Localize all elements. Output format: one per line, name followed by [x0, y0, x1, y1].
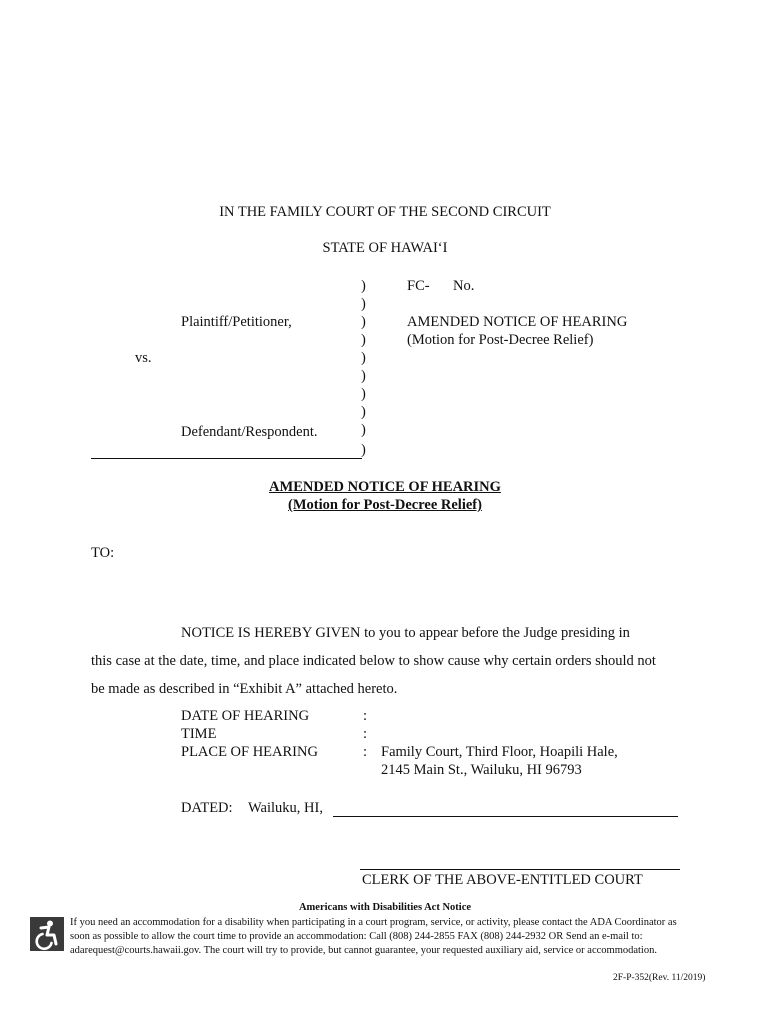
body-line: be made as described in “Exhibit A” attached hereto.	[91, 681, 398, 697]
to-label: TO:	[91, 545, 115, 561]
ada-notice-line: adarequest@courts.hawaii.gov. The court will try to provide, but cannot guarantee, your requested auxiliary aid, service or accommodation.	[70, 945, 657, 956]
hearing-date-colon: :	[363, 708, 368, 724]
caption-paren: )	[361, 442, 366, 458]
clerk-signature-line	[360, 869, 680, 870]
body-line: NOTICE IS HEREBY GIVEN to you to appear before the Judge presiding in	[181, 625, 630, 641]
hearing-date-label: DATE OF HEARING	[181, 708, 310, 724]
form-number: 2F-P-352(Rev. 11/2019)	[613, 973, 706, 983]
hearing-place-colon: :	[363, 744, 368, 760]
body-line: this case at the date, time, and place indicated below to show cause why certain orders should not	[91, 653, 656, 669]
hearing-time-label: TIME	[181, 726, 217, 742]
caption-underline	[91, 458, 362, 459]
court-heading: IN THE FAMILY COURT OF THE SECOND CIRCUIT	[219, 204, 551, 220]
hearing-time-colon: :	[363, 726, 368, 742]
caption-paren: )	[361, 386, 366, 402]
clerk-label: CLERK OF THE ABOVE-ENTITLED COURT	[362, 872, 643, 888]
document-title: AMENDED NOTICE OF HEARING	[269, 479, 501, 495]
hearing-place-label: PLACE OF HEARING	[181, 744, 318, 760]
ada-notice-title: Americans with Disabilities Act Notice	[298, 902, 472, 913]
dated-signature-line	[333, 816, 678, 817]
caption-paren: )	[361, 278, 366, 294]
document-subtitle: (Motion for Post-Decree Relief)	[288, 497, 482, 513]
defendant-label: Defendant/Respondent.	[181, 424, 318, 440]
dated-place: Wailuku, HI,	[248, 800, 323, 816]
vs-label: vs.	[135, 350, 152, 366]
hearing-place-line2: 2145 Main St., Wailuku, HI 96793	[381, 762, 582, 778]
caption-paren: )	[361, 422, 366, 438]
accessibility-icon	[30, 917, 64, 951]
caption-paren: )	[361, 350, 366, 366]
caption-paren: )	[361, 314, 366, 330]
fc-prefix: FC-	[407, 278, 430, 294]
caption-paren: )	[361, 332, 366, 348]
dated-label: DATED:	[181, 800, 233, 816]
hearing-place-line1: Family Court, Third Floor, Hoapili Hale,	[381, 744, 618, 760]
case-number-label: No.	[453, 278, 475, 294]
caption-document-subtitle: (Motion for Post-Decree Relief)	[407, 332, 594, 348]
ada-notice-line: soon as possible to allow the court time to provide an accommodation: Call (808) 244-2855 FAX (808) 244-2932 OR Send an e-mail to:	[70, 931, 643, 942]
ada-notice-line: If you need an accommodation for a disability when participating in a court program, service, or activity, please contact the ADA Coordinator as	[70, 917, 677, 928]
caption-document-title: AMENDED NOTICE OF HEARING	[407, 314, 628, 330]
plaintiff-label: Plaintiff/Petitioner,	[181, 314, 292, 330]
state-heading: STATE OF HAWAIʻI	[322, 240, 448, 256]
caption-paren: )	[361, 296, 366, 312]
caption-paren: )	[361, 368, 366, 384]
caption-paren: )	[361, 404, 366, 420]
